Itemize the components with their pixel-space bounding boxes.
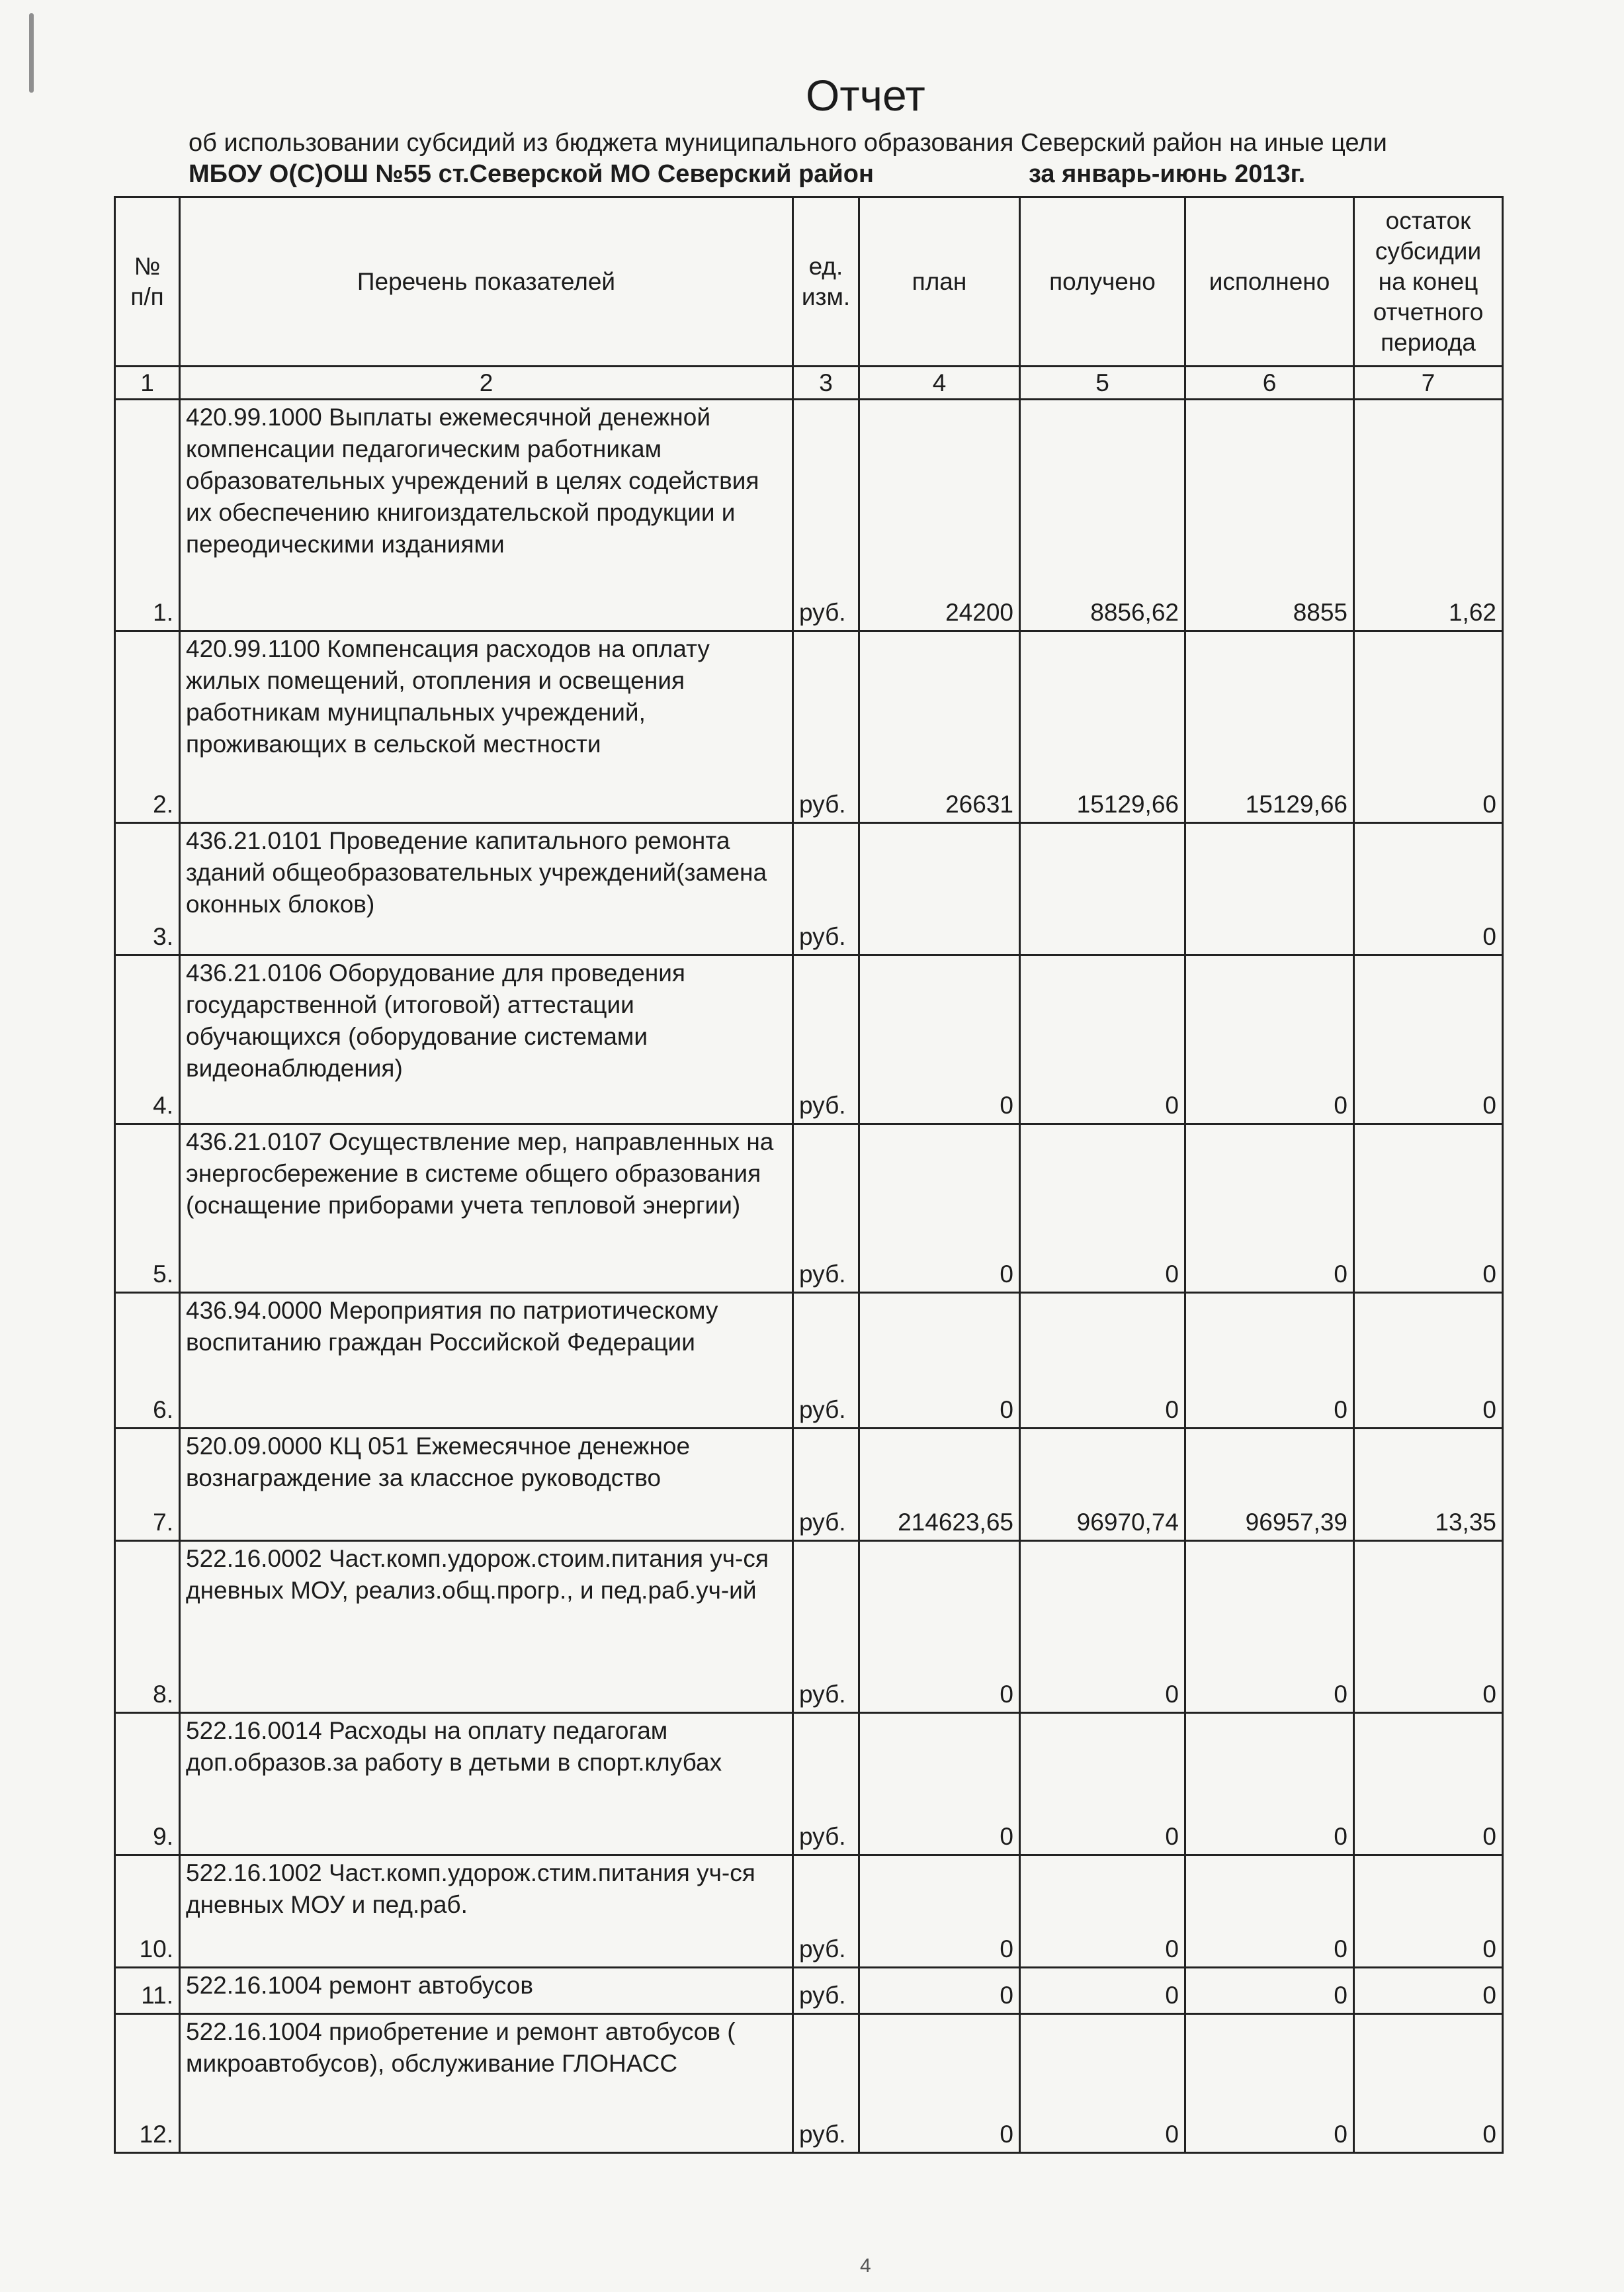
unit-cell: руб.	[793, 400, 859, 631]
executed-cell: 15129,66	[1185, 631, 1354, 823]
row-number: 2.	[115, 631, 180, 823]
report-period: за январь-июнь 2013г.	[1029, 160, 1306, 188]
unit-cell: руб.	[793, 955, 859, 1124]
received-cell: 0	[1020, 1713, 1185, 1855]
remainder-cell: 0	[1354, 1293, 1503, 1429]
unit-cell: руб.	[793, 1968, 859, 2014]
executed-cell: 0	[1185, 1293, 1354, 1429]
indicator-name-text: 522.16.0014 Расходы на оплату педагогам доп.образов.за работу в детьми в спорт.клубах	[186, 1717, 722, 1776]
plan-cell: 0	[859, 1855, 1020, 1968]
indicator-name	[180, 955, 793, 1124]
remainder-cell: 13,35	[1354, 1429, 1503, 1541]
plan-cell: 0	[859, 1541, 1020, 1713]
executed-cell: 0	[1185, 2014, 1354, 2153]
indicator-name	[180, 823, 793, 955]
plan-cell: 26631	[859, 631, 1020, 823]
indicator-name-text: 522.16.0002 Част.комп.удорож.стоим.питания уч-ся дневных МОУ, реализ.общ.прогр., и пед.раб.уч-ий	[186, 1545, 769, 1604]
unit-cell: руб.	[793, 1855, 859, 1968]
column-number: 6	[1185, 367, 1354, 400]
subsidy-report-table	[114, 196, 1504, 2154]
indicator-name	[180, 1124, 793, 1293]
received-cell	[1020, 823, 1185, 955]
table-row	[115, 955, 1503, 1124]
received-cell: 0	[1020, 955, 1185, 1124]
organization-name: МБОУ О(С)ОШ №55 ст.Северской МО Северский район	[189, 160, 874, 188]
row-number: 5.	[115, 1124, 180, 1293]
remainder-cell: 1,62	[1354, 400, 1503, 631]
executed-cell	[1185, 823, 1354, 955]
unit-cell: руб.	[793, 823, 859, 955]
executed-cell: 0	[1185, 1855, 1354, 1968]
header-unit: ед. изм.	[793, 197, 859, 367]
table-row	[115, 400, 1503, 631]
document-subtitle: об использовании субсидий из бюджета муниципального образования Северский район на иные цели	[189, 129, 1387, 157]
received-cell: 0	[1020, 1855, 1185, 1968]
plan-cell: 0	[859, 1968, 1020, 2014]
table-row	[115, 1713, 1503, 1855]
remainder-cell: 0	[1354, 1968, 1503, 2014]
indicator-name	[180, 1855, 793, 1968]
row-number: 7.	[115, 1429, 180, 1541]
row-number: 3.	[115, 823, 180, 955]
indicator-name	[180, 1429, 793, 1541]
remainder-cell: 0	[1354, 1713, 1503, 1855]
received-cell: 15129,66	[1020, 631, 1185, 823]
plan-cell: 24200	[859, 400, 1020, 631]
indicator-name-text: 420.99.1000 Выплаты ежемесячной денежной компенсации педагогическим работникам образовательных учреждений в целях содействия их обеспечению книгоиздательской продукции и переодическими изданиями	[186, 404, 759, 558]
column-number: 1	[115, 367, 180, 400]
header-received: получено	[1020, 197, 1185, 367]
plan-cell: 0	[859, 955, 1020, 1124]
row-number: 8.	[115, 1541, 180, 1713]
unit-cell: руб.	[793, 1124, 859, 1293]
executed-cell: 8855	[1185, 400, 1354, 631]
received-cell: 0	[1020, 1968, 1185, 2014]
table-row	[115, 1855, 1503, 1968]
column-number: 3	[793, 367, 859, 400]
received-cell: 0	[1020, 1541, 1185, 1713]
plan-cell: 214623,65	[859, 1429, 1020, 1541]
remainder-cell: 0	[1354, 823, 1503, 955]
unit-cell: руб.	[793, 1293, 859, 1429]
table-row	[115, 1124, 1503, 1293]
table-row	[115, 1429, 1503, 1541]
row-number: 10.	[115, 1855, 180, 1968]
table-row	[115, 823, 1503, 955]
column-number: 4	[859, 367, 1020, 400]
indicator-name-text: 436.21.0106 Оборудование для проведения государственной (итоговой) аттестации обучающихся (оборудование системами видеонаблюдения)	[186, 959, 685, 1082]
table-row	[115, 631, 1503, 823]
executed-cell: 0	[1185, 1968, 1354, 2014]
executed-cell: 96957,39	[1185, 1429, 1354, 1541]
indicator-name	[180, 1713, 793, 1855]
plan-cell: 0	[859, 2014, 1020, 2153]
executed-cell: 0	[1185, 1124, 1354, 1293]
header-no: № п/п	[115, 197, 180, 367]
plan-cell	[859, 823, 1020, 955]
table-row	[115, 2014, 1503, 2153]
indicator-name	[180, 631, 793, 823]
indicator-name-text: 520.09.0000 КЦ 051 Ежемесячное денежное вознаграждение за классное руководство	[186, 1432, 691, 1491]
indicator-name	[180, 400, 793, 631]
indicator-name-text: 436.94.0000 Мероприятия по патриотическому воспитанию граждан Российской Федерации	[186, 1297, 718, 1356]
remainder-cell: 0	[1354, 2014, 1503, 2153]
plan-cell: 0	[859, 1293, 1020, 1429]
column-number: 2	[180, 367, 793, 400]
remainder-cell: 0	[1354, 631, 1503, 823]
executed-cell: 0	[1185, 1713, 1354, 1855]
indicator-name	[180, 1968, 793, 2014]
unit-cell: руб.	[793, 1541, 859, 1713]
table-row	[115, 1293, 1503, 1429]
row-number: 6.	[115, 1293, 180, 1429]
unit-cell: руб.	[793, 1429, 859, 1541]
row-number: 1.	[115, 400, 180, 631]
unit-cell: руб.	[793, 631, 859, 823]
header-executed: исполнено	[1185, 197, 1354, 367]
indicator-name-text: 522.16.1002 Част.комп.удорож.стим.питания уч-ся дневных МОУ и пед.раб.	[186, 1859, 755, 1918]
column-number-row	[115, 367, 1503, 400]
row-number: 4.	[115, 955, 180, 1124]
received-cell: 0	[1020, 1293, 1185, 1429]
indicator-name	[180, 1541, 793, 1713]
received-cell: 0	[1020, 1124, 1185, 1293]
header-name: Перечень показателей	[180, 197, 793, 367]
document-title: Отчет	[806, 71, 925, 120]
plan-cell: 0	[859, 1713, 1020, 1855]
remainder-cell: 0	[1354, 1541, 1503, 1713]
indicator-name	[180, 2014, 793, 2153]
table-row	[115, 1541, 1503, 1713]
row-number: 12.	[115, 2014, 180, 2153]
indicator-name	[180, 1293, 793, 1429]
remainder-cell: 0	[1354, 955, 1503, 1124]
indicator-name-text: 522.16.1004 приобретение и ремонт автобусов ( микроавтобусов), обслуживание ГЛОНАСС	[186, 2018, 736, 2077]
column-number: 5	[1020, 367, 1185, 400]
remainder-cell: 0	[1354, 1855, 1503, 1968]
remainder-cell: 0	[1354, 1124, 1503, 1293]
header-remainder: остаток субсидии на конец отчетного периода	[1354, 197, 1503, 367]
unit-cell: руб.	[793, 1713, 859, 1855]
indicator-name-text: 420.99.1100 Компенсация расходов на оплату жилых помещений, отопления и освещения работникам муницпальных учреждений, проживающих в сельской местности	[186, 635, 710, 758]
column-number: 7	[1354, 367, 1503, 400]
table-row	[115, 1968, 1503, 2014]
plan-cell: 0	[859, 1124, 1020, 1293]
executed-cell: 0	[1185, 1541, 1354, 1713]
header-plan: план	[859, 197, 1020, 367]
received-cell: 96970,74	[1020, 1429, 1185, 1541]
table-body	[115, 400, 1503, 2153]
row-number: 11.	[115, 1968, 180, 2014]
header-row	[115, 197, 1503, 367]
binder-hole-mark	[29, 13, 34, 93]
indicator-name-text: 436.21.0101 Проведение капитального ремонта зданий общеобразовательных учреждений(замена оконных блоков)	[186, 827, 767, 918]
page-mark: 4	[860, 2255, 871, 2277]
received-cell: 8856,62	[1020, 400, 1185, 631]
indicator-name-text: 522.16.1004 ремонт автобусов	[186, 1972, 534, 1999]
unit-cell: руб.	[793, 2014, 859, 2153]
row-number: 9.	[115, 1713, 180, 1855]
received-cell: 0	[1020, 2014, 1185, 2153]
executed-cell: 0	[1185, 955, 1354, 1124]
indicator-name-text: 436.21.0107 Осуществление мер, направленных на энергосбережение в системе общего образования (оснащение приборами учета тепловой энергии)	[186, 1128, 774, 1219]
